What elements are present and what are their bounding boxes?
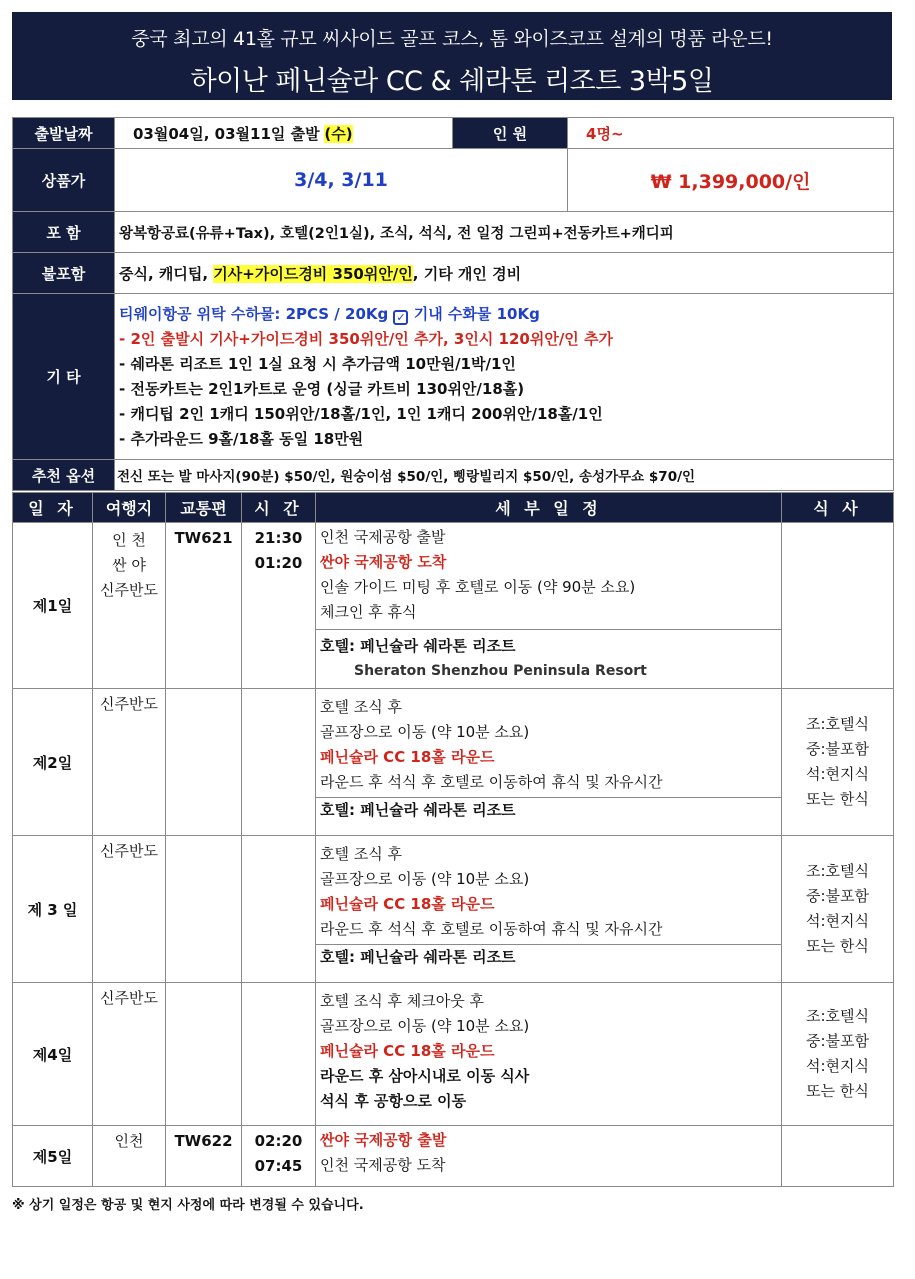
- meals: [782, 1126, 894, 1187]
- meals: [782, 689, 894, 836]
- price-dates: 3/4, 3/11: [115, 149, 568, 212]
- detail-line: 인솔 가이드 미팅 후 호텔로 이동 (약 90분 소요): [320, 578, 636, 596]
- meal: 석:현지식: [805, 912, 869, 930]
- detail-line: 라운드 후 석식 후 호텔로 이동하여 휴식 및 자유시간: [320, 920, 663, 938]
- etc-line: - 추가라운드 9홀/18홀 동일 18만원: [119, 429, 364, 448]
- detail-line: 골프장으로 이동 (약 10분 소요): [320, 723, 530, 741]
- day-detail: [316, 523, 782, 689]
- etc-baggage-line: [119, 302, 889, 327]
- price-value: ₩ 1,399,000/인: [568, 149, 894, 212]
- day-detail: [316, 689, 782, 836]
- hotel-name-en: Sheraton Shenzhou Peninsula Resort: [354, 663, 647, 679]
- day-label: 제4일: [13, 983, 93, 1126]
- flight: TW622: [166, 1126, 242, 1187]
- departure-dates: 03월04일, 03월11일 출발: [133, 124, 320, 143]
- place: 신주반도: [93, 836, 166, 983]
- meal: 조:호텔식: [805, 862, 869, 880]
- place: 싼 야: [112, 556, 146, 574]
- place: 신주반도: [93, 983, 166, 1126]
- time: 07:45: [254, 1157, 303, 1175]
- detail-line: 호텔 조식 후: [320, 698, 402, 716]
- day-detail: [316, 983, 782, 1126]
- flight: [166, 983, 242, 1126]
- day-label: 제 3 일: [13, 836, 93, 983]
- detail-line: 호텔 조식 후: [320, 845, 402, 863]
- flight: [166, 689, 242, 836]
- meal: 중:불포함: [805, 740, 869, 758]
- etc-label: 기 타: [13, 294, 115, 460]
- etc-line: - 캐디팁 2인 1캐디 150위안/18홀/1인, 1인 1캐디 200위안/18홀/1인: [119, 404, 603, 423]
- day-label: 제2일: [13, 689, 93, 836]
- etc-baggage: 티웨이항공 위탁 수하물: 2PCS / 20Kg: [119, 304, 389, 323]
- place: 신주반도: [100, 581, 158, 599]
- flight: [166, 836, 242, 983]
- option-label: 추천 옵션: [13, 460, 115, 491]
- etc-value: [115, 294, 894, 460]
- col-header-meal: 식 사: [782, 493, 894, 523]
- meal: 또는 한식: [806, 1082, 869, 1100]
- detail-line: 석식 후 공항으로 이동: [320, 1092, 467, 1110]
- meal: 또는 한식: [806, 937, 869, 955]
- detail-line: 골프장으로 이동 (약 10분 소요): [320, 870, 530, 888]
- day-detail: [316, 1126, 782, 1187]
- departure-label: 출발날짜: [13, 118, 115, 149]
- times: [242, 689, 316, 836]
- departure-day: (수): [324, 124, 353, 143]
- col-header-day: 일 자: [13, 493, 93, 523]
- etc-line: - 전동카트는 2인1카트로 운영 (싱글 카트비 130위안/18홀): [119, 379, 525, 398]
- detail-line: 라운드 후 삼아시내로 이동 식사: [320, 1067, 530, 1085]
- meal: 조:호텔식: [805, 1007, 869, 1025]
- detail-line: 페닌슐라 CC 18홀 라운드: [320, 1042, 495, 1060]
- col-header-transport: 교통편: [166, 493, 242, 523]
- place: 인천: [93, 1126, 166, 1187]
- meal: 중:불포함: [805, 1032, 869, 1050]
- etc-carryon: 기내 수화물 10Kg: [413, 304, 540, 323]
- meal: 석:현지식: [805, 765, 869, 783]
- day-label: 제5일: [13, 1126, 93, 1187]
- day-places: [93, 523, 166, 689]
- meals: [782, 983, 894, 1126]
- detail-line: 인천 국제공항 출발: [320, 528, 446, 546]
- price-label: 상품가: [13, 149, 115, 212]
- exclude-highlight: 기사+가이드경비 350위안/인: [213, 264, 413, 283]
- col-header-detail: 세 부 일 정: [316, 493, 782, 523]
- time: 01:20: [254, 554, 303, 572]
- hotel-box: [316, 797, 781, 823]
- people-value: 4명~: [568, 118, 894, 149]
- detail-line: 라운드 후 석식 후 호텔로 이동하여 휴식 및 자유시간: [320, 773, 663, 791]
- flight: TW621: [166, 523, 242, 689]
- detail-line: 싼야 국제공항 출발: [320, 1131, 447, 1149]
- place: 신주반도: [93, 689, 166, 836]
- people-label: 인 원: [453, 118, 568, 149]
- include-label: 포 함: [13, 212, 115, 253]
- header-subtitle: 중국 최고의 41홀 규모 씨사이드 골프 코스, 톰 와이즈코프 설계의 명품 라운드!: [131, 28, 773, 50]
- footnote: ※ 상기 일정은 항공 및 현지 사정에 따라 변경될 수 있습니다.: [12, 1198, 364, 1213]
- meals: [782, 523, 894, 689]
- time: 21:30: [254, 529, 303, 547]
- hotel-name: 호텔: 페닌슐라 쉐라톤 리조트: [320, 637, 516, 655]
- exclude-label: 불포함: [13, 253, 115, 294]
- times: [242, 1126, 316, 1187]
- day-detail: [316, 836, 782, 983]
- meal: 석:현지식: [805, 1057, 869, 1075]
- exclude-pre: 중식, 캐디팁,: [119, 264, 214, 283]
- departure-value: [115, 118, 453, 149]
- page-header: [12, 12, 892, 100]
- etc-line: - 쉐라톤 리조트 1인 1실 요청 시 추가금액 10만원/1박/1인: [119, 354, 516, 373]
- header-title: 하이난 페닌슐라 CC & 쉐라톤 리조트 3박5일: [190, 66, 714, 97]
- hotel-name: 호텔: 페닌슐라 쉐라톤 리조트: [320, 948, 516, 966]
- place: 인 천: [112, 531, 146, 549]
- times: [242, 983, 316, 1126]
- meal: 또는 한식: [806, 790, 869, 808]
- detail-line: 체크인 후 휴식: [320, 603, 417, 621]
- info-table: [12, 117, 894, 491]
- schedule-table: [12, 492, 894, 1187]
- detail-line: 골프장으로 이동 (약 10분 소요): [320, 1017, 530, 1035]
- times: [242, 523, 316, 689]
- detail-line: 싼야 국제공항 도착: [320, 553, 447, 571]
- detail-line: 인천 국제공항 도착: [320, 1156, 446, 1174]
- exclude-value: [115, 253, 894, 294]
- hotel-box: [316, 629, 781, 684]
- checkbox-icon: ✓: [393, 310, 408, 325]
- meal: 조:호텔식: [805, 715, 869, 733]
- times: [242, 836, 316, 983]
- time: 02:20: [254, 1132, 303, 1150]
- col-header-place: 여행지: [93, 493, 166, 523]
- hotel-name: 호텔: 페닌슐라 쉐라톤 리조트: [320, 801, 516, 819]
- detail-line: 페닌슐라 CC 18홀 라운드: [320, 748, 495, 766]
- hotel-box: [316, 944, 781, 970]
- day-label: 제1일: [13, 523, 93, 689]
- col-header-time: 시 간: [242, 493, 316, 523]
- meal: 중:불포함: [805, 887, 869, 905]
- detail-line: 페닌슐라 CC 18홀 라운드: [320, 895, 495, 913]
- detail-line: 호텔 조식 후 체크아웃 후: [320, 992, 484, 1010]
- include-value: 왕복항공료(유류+Tax), 호텔(2인1실), 조식, 석식, 전 일정 그린피+전동카트+캐디피: [115, 212, 894, 253]
- etc-line: - 2인 출발시 기사+가이드경비 350위안/인 추가, 3인시 120위안/인 추가: [119, 329, 613, 348]
- meals: [782, 836, 894, 983]
- option-value: 전신 또는 발 마사지(90분) $50/인, 원숭이섬 $50/인, 삥랑빌리지 $50/인, 송성가무쇼 $70/인: [115, 460, 894, 491]
- exclude-post: , 기타 개인 경비: [412, 264, 522, 283]
